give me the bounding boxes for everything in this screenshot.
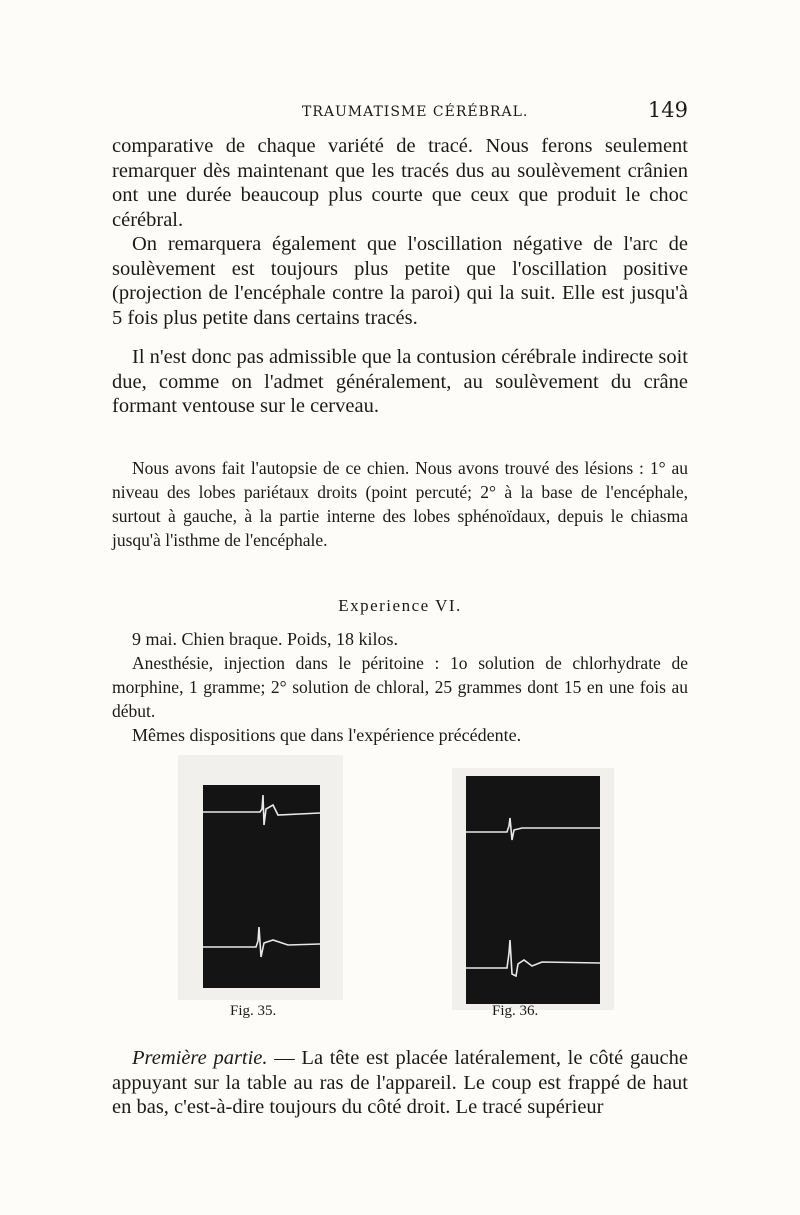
paragraph-oscillation: On remarquera également que l'oscillation négative de l'arc de soulèvement est toujours plus petite que l'oscillation positive (projection de l'encéphale contre la paroi) qui la suit. Elle est jusqu'à 5 fois plus petite dans certains tracés. — [112, 233, 688, 329]
figure-36-plate — [452, 768, 614, 1010]
figure-35-trace-image — [178, 755, 343, 1000]
experiment-heading: Experience VI. — [338, 596, 462, 615]
paragraph-comparative: comparative de chaque variété de tracé. Nous ferons seulement remarquer dès maintenant que les tracés dus au soulèvement crânien ont une durée beaucoup plus courte que ceux que produit le choc cérébral. — [112, 135, 688, 231]
experiment-subject: 9 mai. Chien braque. Poids, 18 kilos. — [132, 629, 398, 649]
figure-36-caption: Fig. 36. — [492, 1003, 539, 1019]
experiment-dispositions: Mêmes dispositions que dans l'expérience précédente. — [132, 725, 522, 745]
figure-35-plate — [178, 755, 343, 1000]
running-head: TRAUMATISME CÉRÉBRAL. — [302, 104, 529, 120]
figure-36-trace-image — [452, 768, 614, 1010]
figure-36-dark-field — [466, 776, 600, 1004]
figure-35-caption: Fig. 35. — [230, 1003, 277, 1019]
experiment-anesthesia: Anesthésie, injection dans le péritoine : 1o solution de chlorhydrate de morphine, 1 gramme; 2° solution de chloral, 25 grammes dont 15 en une fois au début. — [112, 653, 688, 721]
section-text: — La tête est placée latéralement, le côté gauche appuyant sur la table au ras de l'appareil. Le coup est frappé de haut en bas, c'est-à-dire toujours du côté droit. Le tracé supérieur — [112, 1047, 688, 1118]
paragraph-autopsy: Nous avons fait l'autopsie de ce chien. Nous avons trouvé des lésions : 1° au niveau des lobes pariétaux droits (point percuté; 2° à la base de l'encéphale, surtout à gauche, à la partie interne des lobes sphénoïdaux, depuis le chiasma jusqu'à l'isthme de l'encéphale. — [112, 458, 688, 550]
figure-35-dark-field — [203, 785, 320, 988]
page-header — [112, 98, 688, 128]
section-label: Première partie. — [132, 1047, 268, 1069]
paragraph-premiere-partie — [112, 1046, 688, 1120]
page-number: 149 — [647, 98, 688, 122]
paragraph-contusion: Il n'est donc pas admissible que la contusion cérébrale indirecte soit due, comme on l'admet généralement, au soulèvement du crâne formant ventouse sur le cerveau. — [112, 346, 688, 417]
